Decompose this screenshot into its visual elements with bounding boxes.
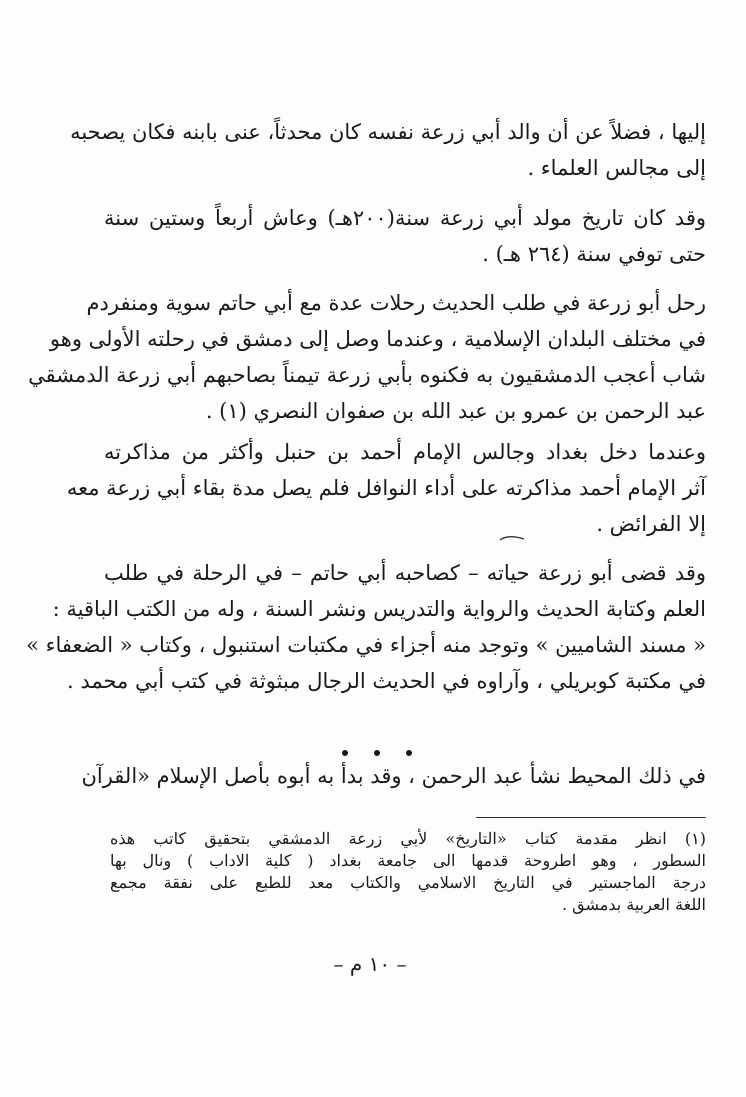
- text-line: في مختلف البلدان الإسلامية ، وعندما وصل إلى دمشق في رحلته الأولى وهو: [49, 327, 706, 351]
- text-line: عبد الرحمن بن عمرو بن عبد الله بن صفوان النصري (١) .: [205, 399, 706, 423]
- paragraph-2: [104, 200, 706, 272]
- paragraph-5: [26, 555, 706, 699]
- text-line: في ذلك المحيط نشأ عبد الرحمن ، وقد بدأ به أبوه بأصل الإسلام «القرآن: [81, 764, 706, 788]
- footnote-line: (١) انظر مقدمة كتاب «التاريخ» لأبي زرعة الدمشقي بتحقيق كاتب هذه: [110, 829, 706, 848]
- paragraph-3: [28, 285, 706, 429]
- text-line: رحل أبو زرعة في طلب الحديث رحلات عدة مع أبي حاتم سوية ومنفردم: [86, 291, 706, 315]
- footnote: [110, 828, 706, 916]
- text-line: وقد قضى أبو زرعة حياته – كصاحبه أبي حاتم – في الرحلة في طلب: [104, 561, 706, 585]
- separator-dot: [374, 750, 380, 756]
- footnote-line: درجة الماجستير في التاريخ الاسلامي والكتاب معد للطبع على نفقة مجمع: [110, 873, 706, 892]
- footnote-line: اللغة العربية بدمشق .: [561, 895, 706, 914]
- text-line: إليها ، فضلاً عن أن والد أبي زرعة نفسه كان محدثاً، عنى بابنه فكان يصحبه: [70, 120, 706, 144]
- separator-dot: [406, 750, 412, 756]
- text-line: وقد كان تاريخ مولد أبي زرعة سنة(٢٠٠هـ) وعاش أربعاً وستين سنة: [104, 206, 707, 230]
- footnote-divider: [476, 817, 706, 818]
- text-line: حتى توفي سنة (٢٦٤ هـ) .: [482, 242, 706, 266]
- footnote-line: السطور ، وهو اطروحة قدمها الى جامعة بغداد ( كلية الاداب ) ونال بها: [110, 851, 706, 870]
- paragraph-4: [66, 434, 706, 542]
- separator-dot: [342, 750, 348, 756]
- paragraph-1: [70, 114, 706, 186]
- text-line: وعندما دخل بغداد وجالس الإمام أحمد بن حنبل وأكثر من مذاكرته: [104, 440, 706, 464]
- text-line: إلا الفرائض .: [596, 512, 706, 536]
- handwritten-mark: [498, 532, 526, 546]
- paragraph-6: [81, 758, 706, 794]
- text-line: إلى مجالس العلماء .: [527, 156, 706, 180]
- text-line: العلم وكتابة الحديث والرواية والتدريس ونشر السنة ، وله من الكتب الباقية :: [52, 597, 706, 621]
- text-line: شاب أعجب الدمشقيون به فكنوه بأبي زرعة تيمناً بصاحبهم أبي زرعة الدمشقي: [28, 363, 706, 387]
- text-line: في مكتبة كوبريلي ، وآراوه في الحديث الرجال مبثوثة في كتب أبي محمد .: [66, 669, 706, 693]
- page-number: – ١٠ م –: [333, 952, 407, 976]
- text-line: « مسند الشاميين » وتوجد منه أجزاء في مكتبات استنبول ، وكتاب « الضعفاء »: [26, 633, 706, 657]
- text-line: آثر الإمام أحمد مذاكرته على أداء النوافل فلم يصل مدة بقاء أبي زرعة معه: [66, 476, 706, 500]
